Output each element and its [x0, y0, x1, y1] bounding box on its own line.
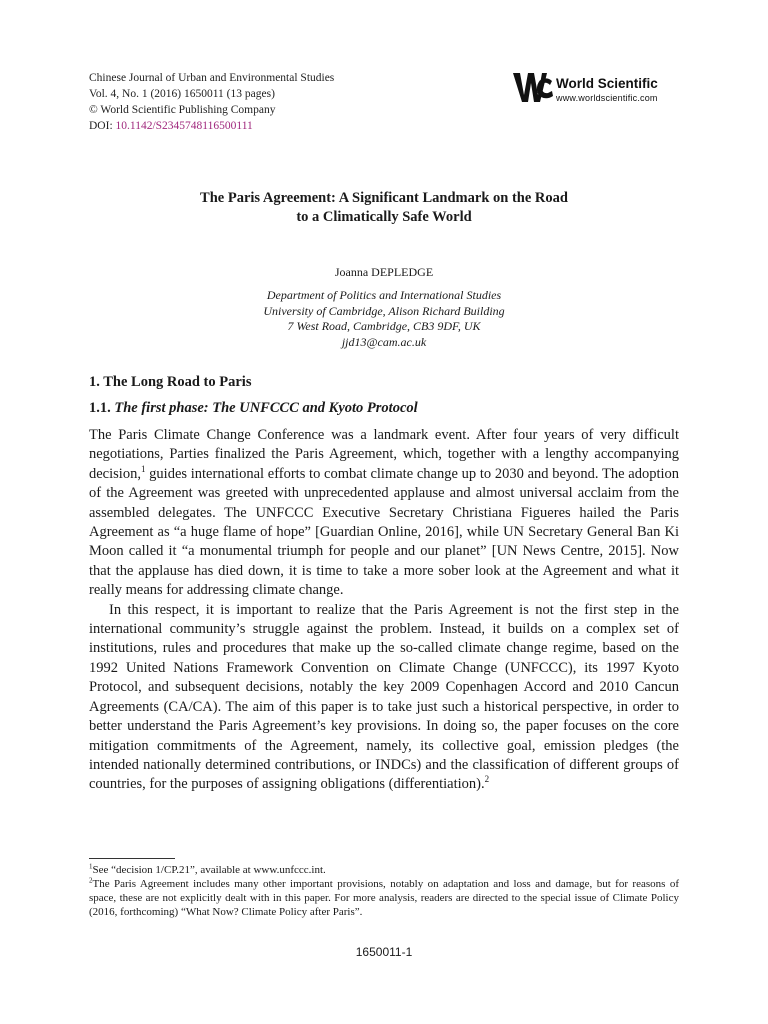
- subsection-title: The first phase: The UNFCCC and Kyoto Protocol: [114, 400, 418, 416]
- footnote-number: 2: [89, 876, 93, 885]
- footnote-divider: [89, 858, 175, 859]
- section-heading: 1. The Long Road to Paris: [89, 374, 252, 390]
- journal-header: [89, 70, 334, 134]
- title-line-2: to a Climatically Safe World: [296, 209, 472, 225]
- subsection-number: 1.1.: [89, 400, 111, 416]
- subsection-heading: [89, 400, 418, 417]
- footnote-ref[interactable]: 1: [140, 463, 146, 474]
- affiliation-line: University of Cambridge, Alison Richard Building: [263, 303, 505, 318]
- footnote: [89, 863, 679, 877]
- title-line-1: The Paris Agreement: A Significant Landmark on the Road: [200, 190, 568, 206]
- article-title: [89, 189, 679, 227]
- affiliation-line: Department of Politics and International Studies: [266, 288, 502, 302]
- footnotes: [89, 863, 679, 919]
- page-number: 1650011-1: [355, 945, 413, 959]
- doi-link[interactable]: 10.1142/S2345748116500111: [115, 120, 253, 132]
- paragraph-text: In this respect, it is important to realize that the Paris Agreement is not the first step in the international community’s struggle against the problem. Instead, it builds on a complex set of institutions, rules and procedures that make up the so-called climate change regime, based on the 1992 United Nations Framework Convention on Climate Change (UNFCCC), its 1997 Kyoto Protocol, and subsequent decisions, notably the key 2009 Copenhagen Accord and 2010 Cancun Agreements (CA/CA). The aim of this paper is to take just such a historical perspective, in order to better understand the Paris Agreement’s key provisions. In doing so, the paper focuses on the core mitigation commitments of the Agreement, namely, its collective goal, emission pledges (the intended nationally determined contributions, or INDCs) and the classification of different groups of countries, for the purposes of assigning obligations (differentiation).: [89, 601, 679, 793]
- footnote: [89, 877, 679, 919]
- world-scientific-logo-icon: [512, 69, 554, 105]
- paragraph: [89, 426, 679, 601]
- copyright-line: © World Scientific Publishing Company: [89, 104, 276, 116]
- doi-label: DOI:: [89, 120, 116, 132]
- doi-line: [89, 118, 334, 134]
- footnote-text: The Paris Agreement includes many other important provisions, notably on adaptation and loss and damage, but for reasons of space, these are not explicitly dealt with in this paper. For more analysis, readers are directed to the special issue of Climate Policy (2016, forthcoming) “What Now? Climate Policy after Paris”.: [89, 878, 679, 918]
- author-name: Joanna DEPLEDGE: [334, 265, 434, 279]
- body-text: [89, 426, 679, 795]
- affiliation-line: 7 West Road, Cambridge, CB3 9DF, UK: [287, 319, 481, 333]
- logo-brand-text: World Scientific: [556, 76, 658, 91]
- author-email: jjd13@cam.ac.uk: [341, 334, 427, 349]
- journal-name: Chinese Journal of Urban and Environmental Studies: [89, 72, 335, 84]
- footnote-text: See “decision 1/CP.21”, available at www.unfccc.int.: [92, 864, 326, 876]
- publisher-logo: [512, 69, 682, 107]
- paragraph-text: guides international efforts to combat climate change up to 2030 and beyond. The adoption of the Agreement was greeted with unprecedented applause and almost universal acclaim from the assembled delegates. The UNFCCC Executive Secretary Christiana Figueres hailed the Paris Agreement as “a huge flame of hope” [Guardian Online, 2016], while UN Secretary General Ban Ki Moon called it “a monumental triumph for people and our planet” [UN News Centre, 2015]. Now that the applause has died down, it is time to take a more sober look at the Agreement and what it really means for addressing climate change.: [89, 465, 679, 599]
- paragraph-text: The Paris Climate Change Conference was a landmark event. After four years of very difficult negotiations, Parties finalized the Paris Agreement, which, together with a lengthy accompanying decision,: [89, 427, 679, 482]
- journal-volume: Vol. 4, No. 1 (2016) 1650011 (13 pages): [89, 88, 275, 100]
- footnote-ref[interactable]: 2: [484, 774, 490, 785]
- logo-url-text: www.worldscientific.com: [556, 93, 658, 103]
- footnote-number: 1: [89, 862, 93, 871]
- paragraph: [89, 601, 679, 795]
- author-affiliation: [89, 288, 679, 350]
